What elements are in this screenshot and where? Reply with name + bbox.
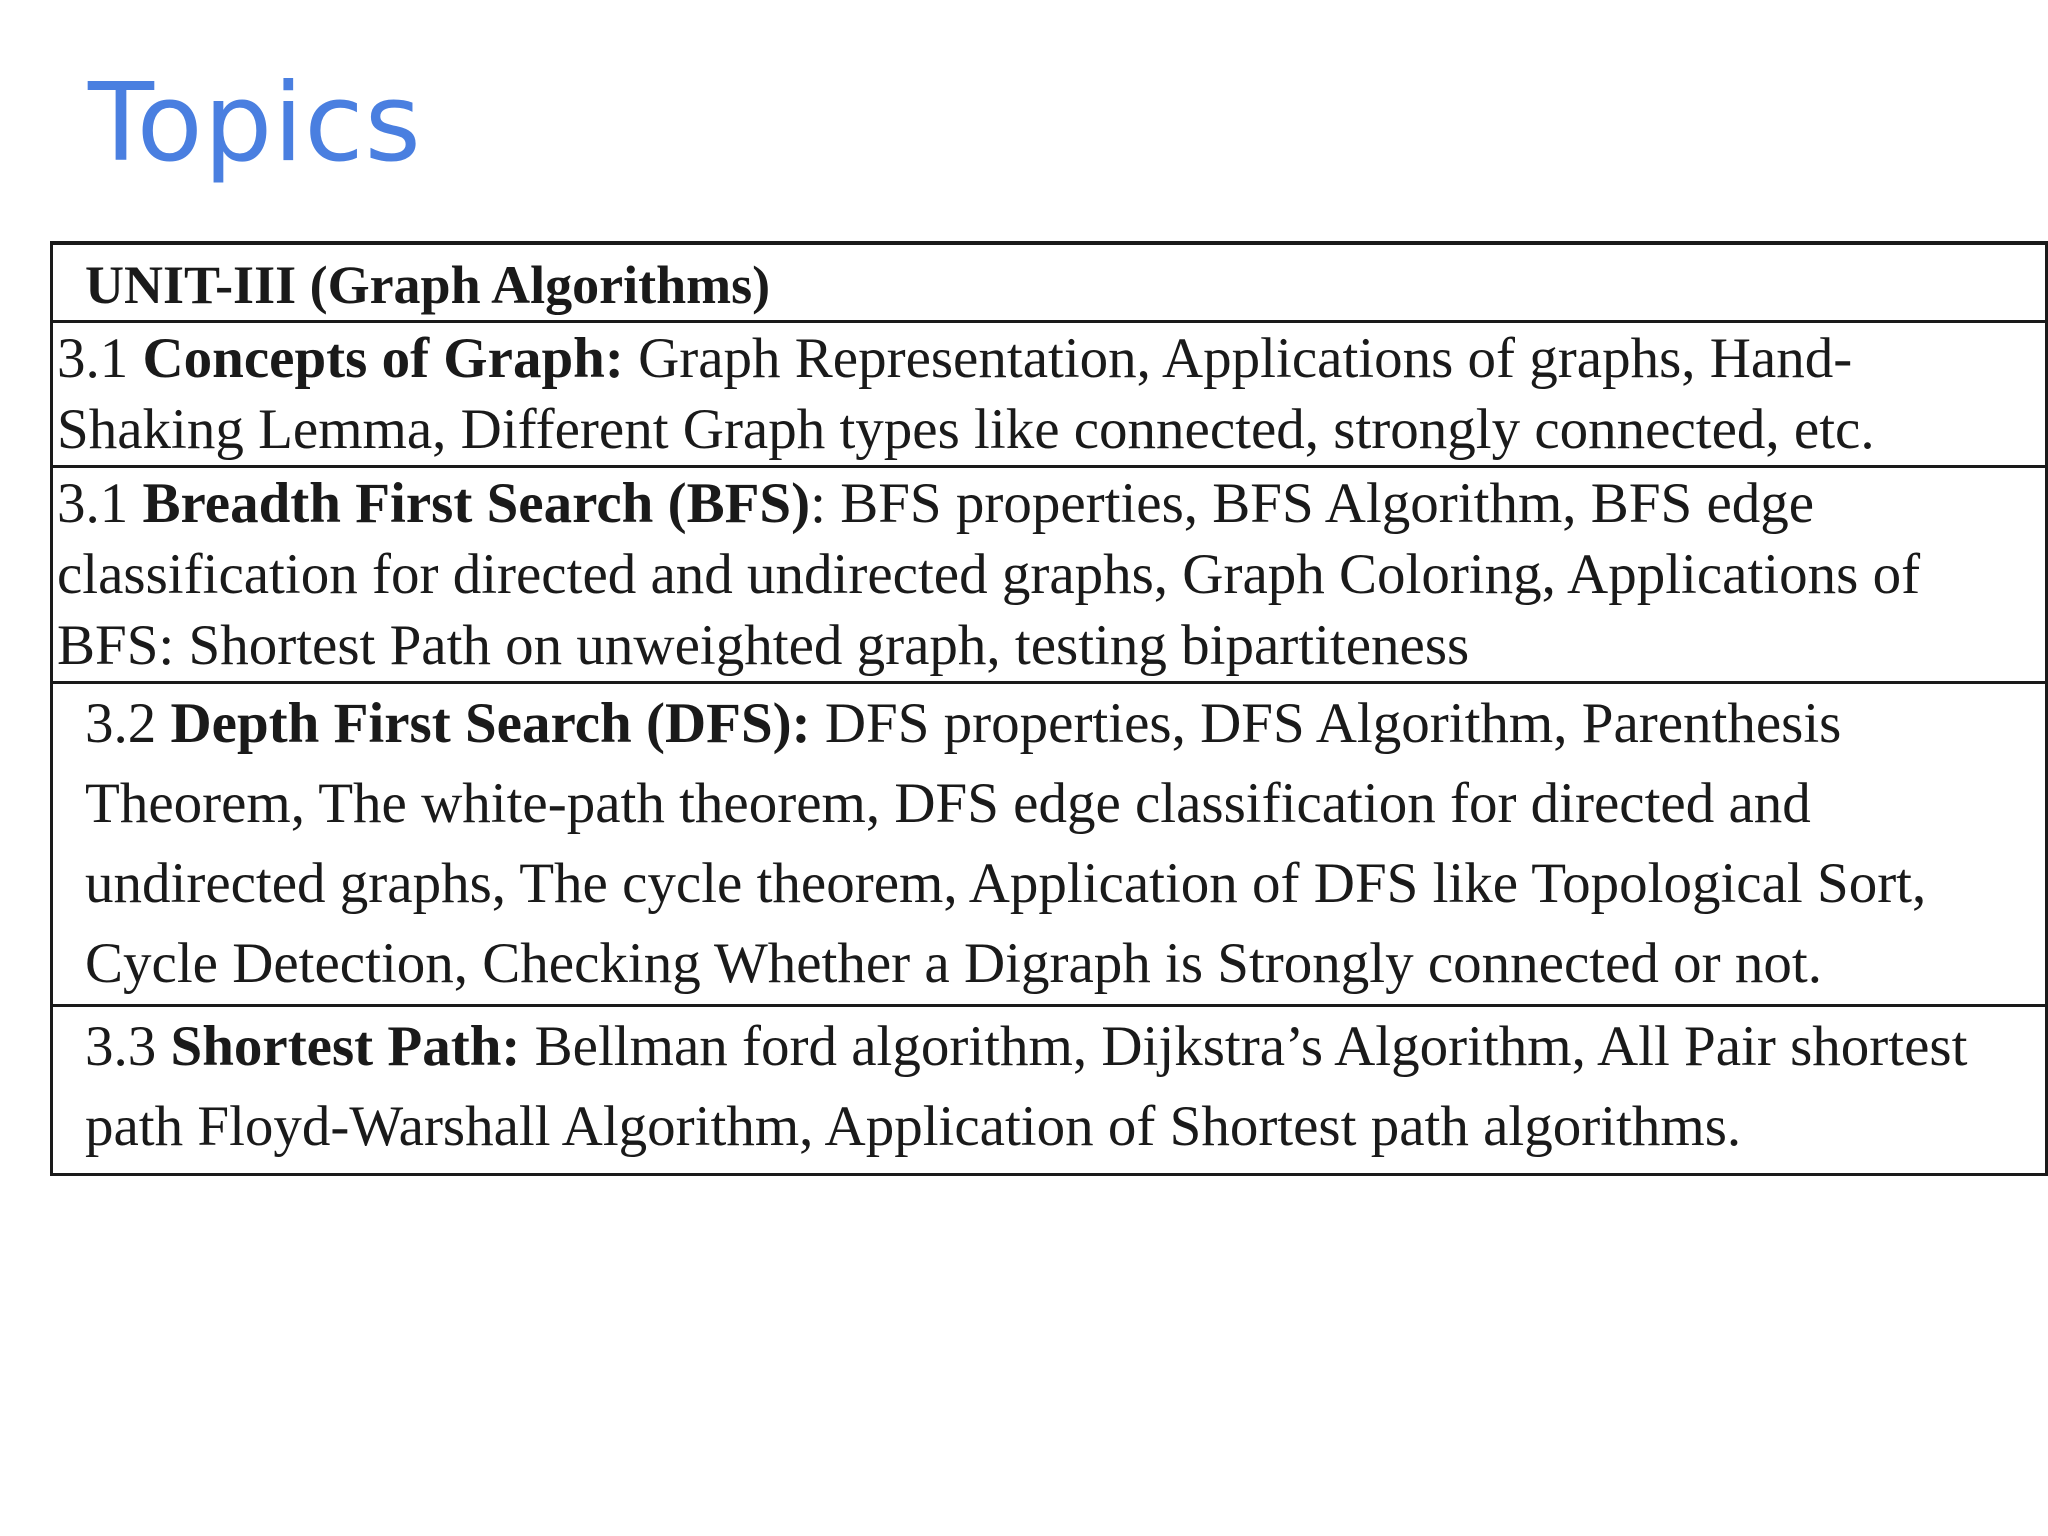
topic-title: Breadth First Search (BFS) [142,471,811,535]
topic-description: Bellman ford algorithm, Dijkstra’s Algorithm, All Pair shortest path Floyd-Warshall Algorithm, Application of Shortest path algorithms. [85,1014,1968,1158]
topic-title: Shortest Path: [170,1014,521,1078]
topic-row-graph-concepts [52,321,2047,466]
topic-number: 3.2 [85,691,171,755]
topic-row-shortest-path [52,1005,2047,1174]
unit-header-row [52,243,2047,321]
topic-cell [52,682,2047,1005]
topic-description: DFS properties, DFS Algorithm, Parenthesis Theorem, The white-path theorem, DFS edge classification for directed and undirected graphs, The cycle theorem, Application of DFS like Topological Sort, Cycle Detection, Checking Whether a Digraph is Strongly connected or not. [85,691,1927,995]
topic-number: 3.1 [57,326,143,390]
topic-row-bfs [52,466,2047,682]
topic-number: 3.1 [57,471,143,535]
topic-cell [52,1005,2047,1174]
topic-title: Depth First Search (DFS): [170,691,811,755]
topic-number: 3.3 [85,1014,171,1078]
slide-title: Topics [88,61,422,186]
topics-table [50,241,2048,1176]
unit-header: UNIT-III (Graph Algorithms) [52,243,2047,321]
topic-cell [52,321,2047,466]
topic-description: Graph Representation, Applications of graphs, Hand-Shaking Lemma, Different Graph types like connected, strongly connected, etc. [57,326,1875,461]
topic-cell [52,466,2047,682]
topic-row-dfs [52,682,2047,1005]
topic-description: : BFS properties, BFS Algorithm, BFS edge classification for directed and undirected graphs, Graph Coloring, Applications of BFS: Shortest Path on unweighted graph, testing bipartiteness [57,471,1921,677]
topic-title: Concepts of Graph: [142,326,624,390]
